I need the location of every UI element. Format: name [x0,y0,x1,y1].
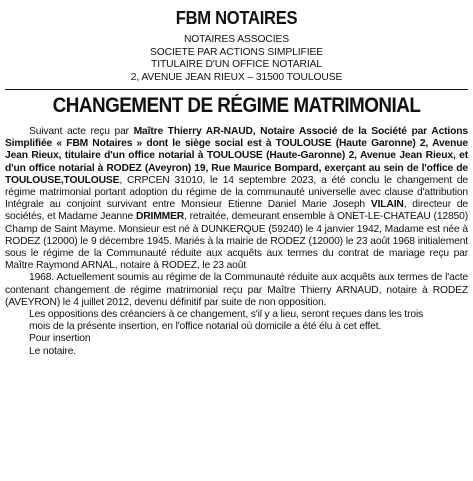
notary-details: Maître Thierry AR-NAUD, Notaire Associé de la Société par Actions Simplifiée « FBM Notaires » dont le siège social est à TOULOUSE (Haute Garonne) 2, Avenue Jean Rieux, titulaire d'un office notarial à TOULOUSE (Haute-Garonne) 2, Avenue Jean Rieux, et d'un office notarial à RODEZ (Aveyron) 19, Rue Maurice Bompard, exerçant au sein de l'office de TOULOUSE,TOULOUSE [5,126,468,186]
notice-body [5,126,468,358]
text-segment: , CRPCEN 31010, le 14 septembre 2023, a été conclu le changement de régime matrimonial portant adoption du régime de la communauté universelle avec clause d'attribution Intégrale au conjoint survivant entre Monsieur Etienne Daniel Marie Joseph [5,174,468,211]
paragraph-1 [5,126,468,272]
header-line-2: SOCIETE PAR ACTIONS SIMPLIFIEE [149,46,324,58]
text-segment: , retraitée, demeurant ensemble à ONET-LE-CHATEAU (12850) Champ de Saint Mayme. Monsieur est né à DUNKERQUE (59240) le 4 janvier 1942, Madame est née à RODEZ (12000) le 9 décembre 1945. Mariés à la mairie de RODEZ (12000) le 23 août 1968 initialement sous le régime de la Communauté réduite aux acquêts aux termes du contrat de mariage reçu par Maître Raymond ARNAL, notaire à RODEZ, le 23 août [5,211,468,272]
text-segment: , directeur de sociétés, et Madame Jeanne [5,199,468,223]
header-line-1: NOTAIRES ASSOCIES [183,34,290,45]
paragraph-3: Les oppositions des créanciers à ce changement, s'il y a lieu, seront reçues dans les trois [29,309,424,321]
signature-line: Le notaire. [29,345,77,357]
header-line-3: TITULAIRE D'UN OFFICE NOTARIAL [151,59,322,70]
paragraph-4: mois de la présente insertion, en l'office notarial où domicile a été élu à cet effet. [29,321,382,333]
header-line-4: 2, AVENUE JEAN RIEUX – 31500 TOULOUSE [130,71,343,83]
office-name: FBM NOTAIRES [175,8,298,28]
divider [5,89,468,90]
notice-title: CHANGEMENT DE RÉGIME MATRIMONIAL [52,94,421,117]
text-segment: Suivant acte reçu par [29,126,134,137]
wife-surname: DRIMMER [135,211,185,223]
insertion-line: Pour insertion [29,333,91,345]
paragraph-2: 1968. Actuellement soumis au régime de la Communauté réduite aux acquêts aux termes de l'acte contenant changement de régime matrimonial reçu par Maître Thierry ARNAUD, notaire à RODEZ (AVEYRON) le 4 juillet 2012, devenu définitif par suite de non opposition. [5,272,468,308]
husband-surname: VILAIN [370,199,404,211]
